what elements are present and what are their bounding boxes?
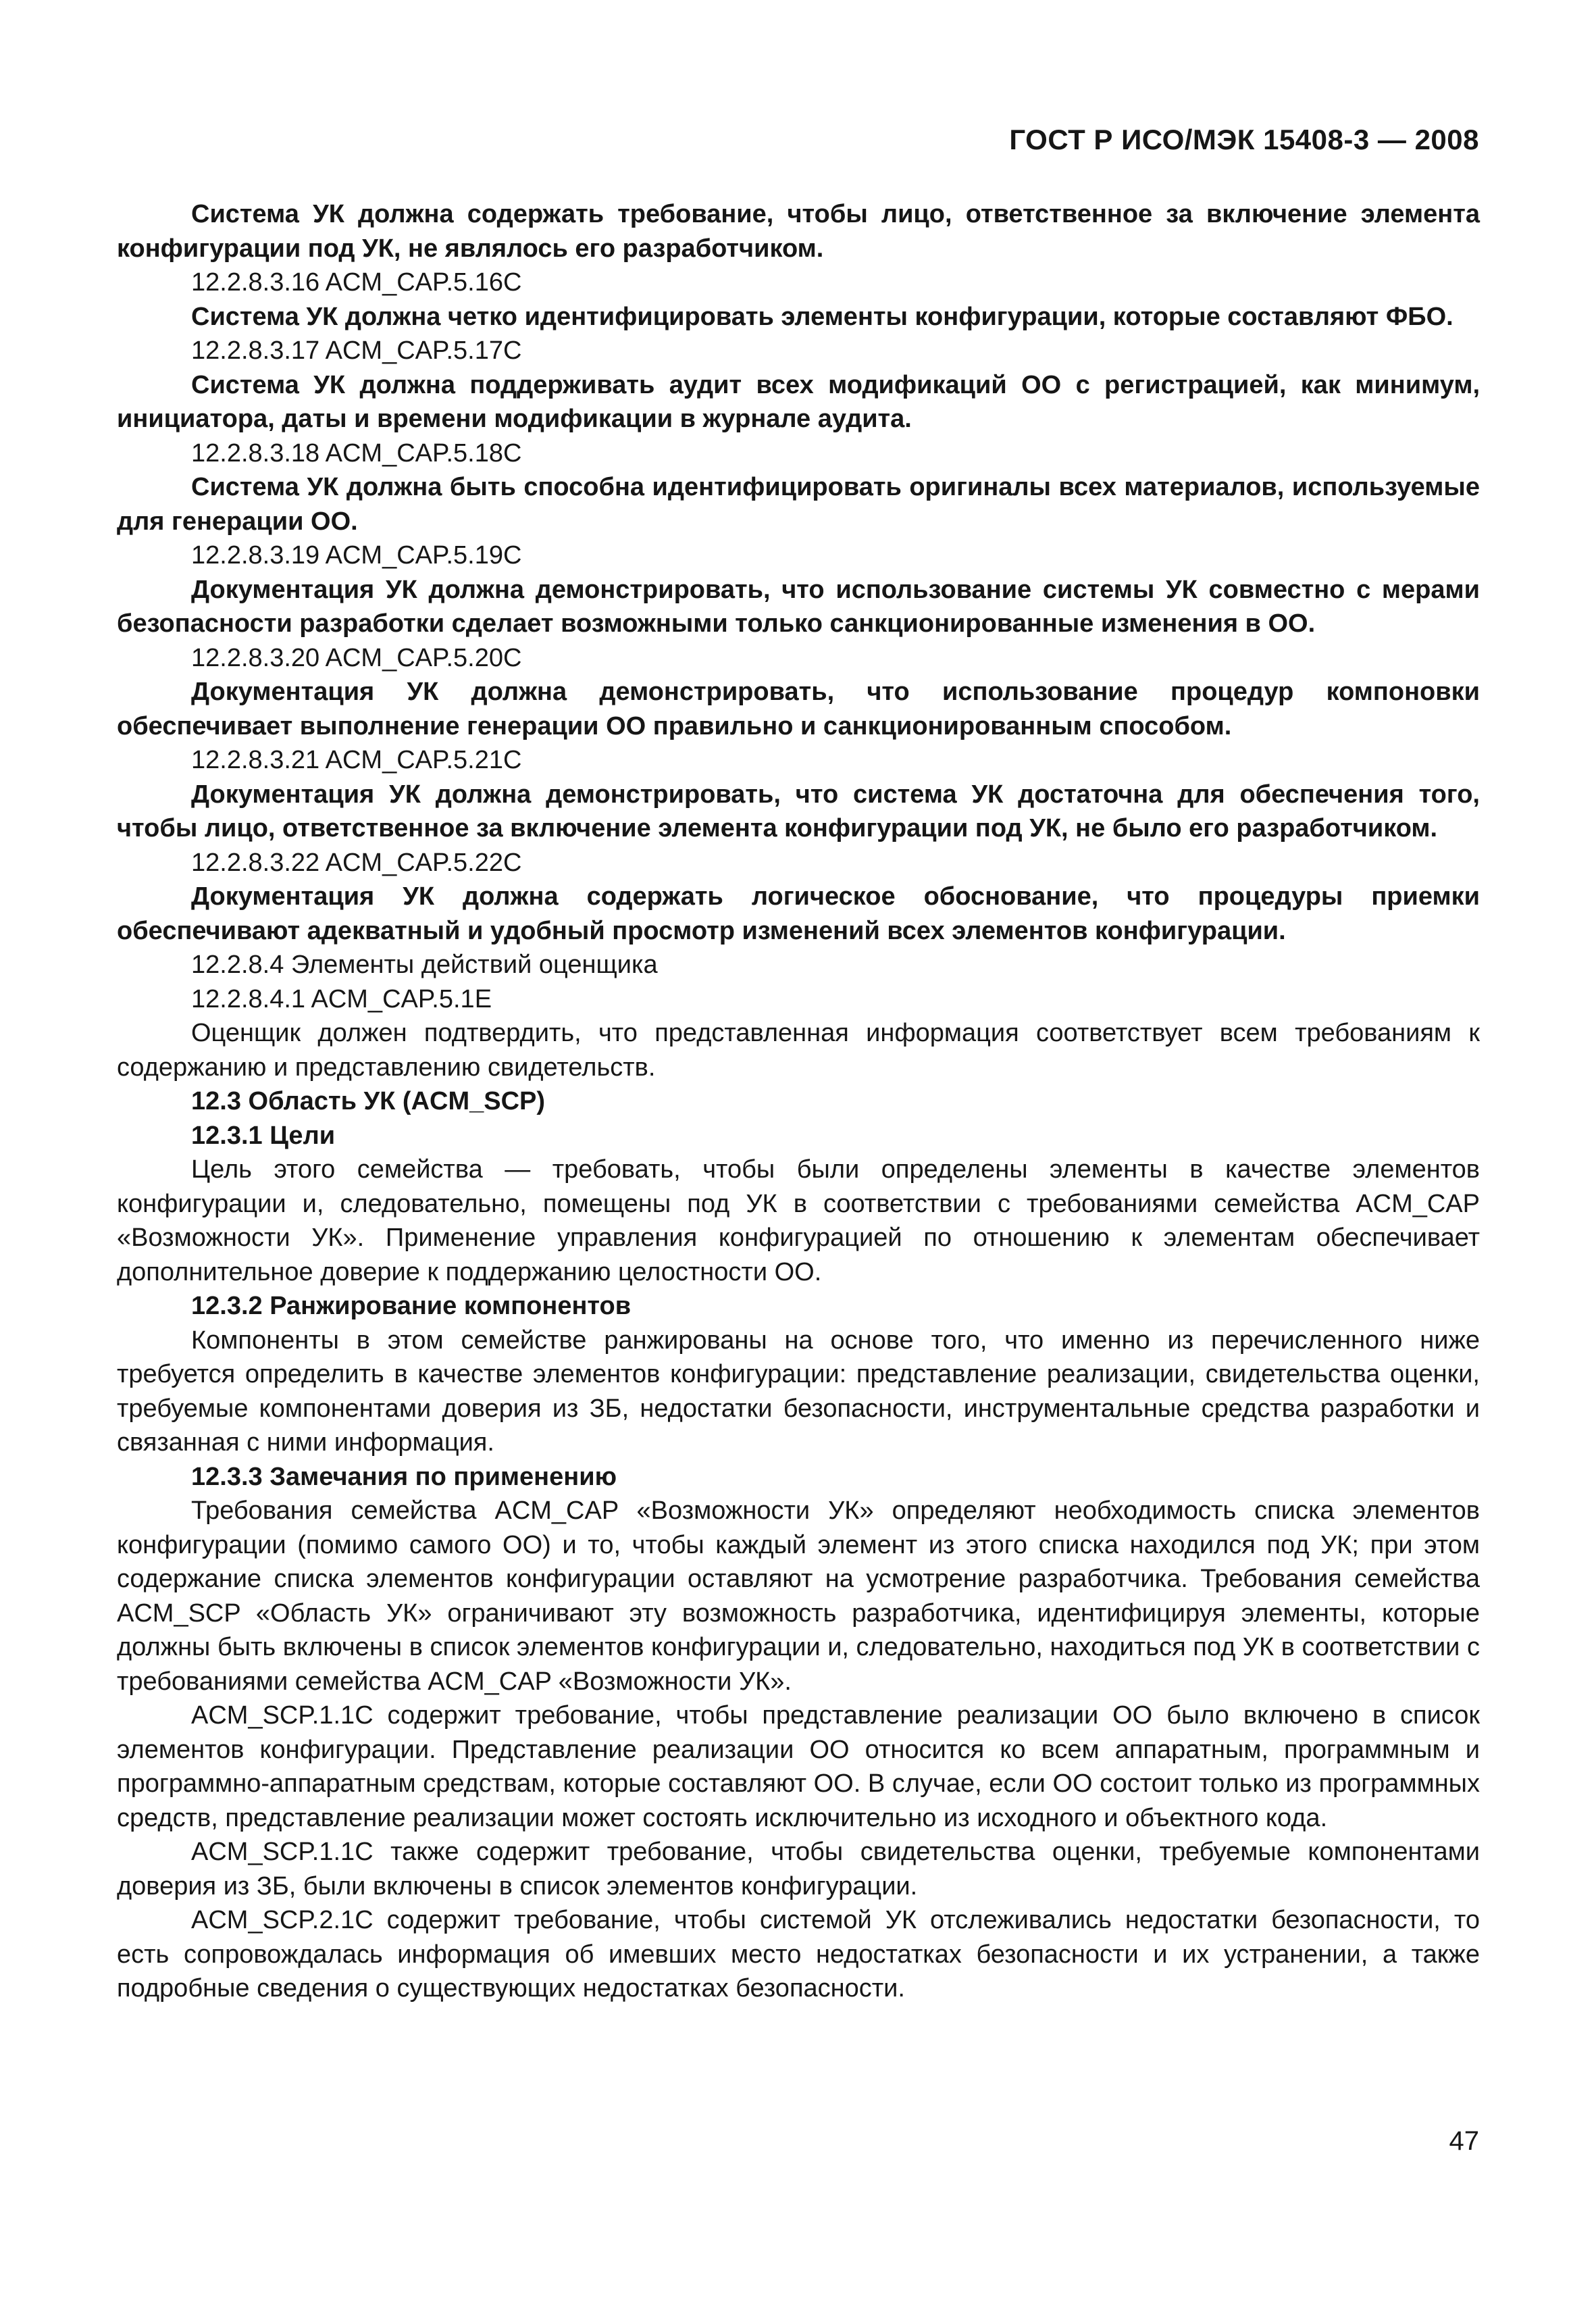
paragraph: Система УК должна четко идентифицировать элементы конфигурации, которые составляют ФБО. bbox=[191, 302, 1453, 331]
section-heading: 12.3.2 Ранжирование компонентов bbox=[191, 1292, 632, 1320]
paragraph: 12.2.8.3.21 ACM_CAP.5.21C bbox=[191, 746, 522, 774]
section-heading: 12.3.3 Замечания по применению bbox=[191, 1462, 617, 1491]
paragraph: 12.2.8.4.1 ACM_CAP.5.1E bbox=[191, 984, 492, 1013]
paragraph: Система УК должна содержать требование, чтобы лицо, ответственное за включение элемента конфигурации под УК, не являлось его разработчиком. bbox=[117, 200, 1480, 263]
paragraph: 12.2.8.3.22 ACM_CAP.5.22C bbox=[191, 848, 522, 877]
paragraph: Система УК должна поддерживать аудит всех модификаций ОО с регистрацией, как минимум, инициатора, даты и времени модификации в журнале аудита. bbox=[117, 370, 1480, 433]
paragraph: Документация УК должна содержать логическое обоснование, что процедуры приемки обеспечивают адекватный и удобный просмотр изменений всех элементов конфигурации. bbox=[117, 882, 1480, 945]
paragraph: Оценщик должен подтвердить, что представленная информация соответствует всем требованиям к содержанию и представлению свидетельств. bbox=[117, 1019, 1480, 1082]
paragraph: 12.2.8.3.16 ACM_CAP.5.16C bbox=[191, 268, 522, 297]
paragraph: 12.2.8.4 Элементы действий оценщика bbox=[191, 951, 658, 979]
paragraph: ACM_SCP.1.1C также содержит требование, чтобы свидетельства оценки, требуемые компонентами доверия из ЗБ, были включены в список элементов конфигурации. bbox=[117, 1838, 1480, 1901]
document-body bbox=[117, 197, 1480, 2006]
paragraph: Цель этого семейства — требовать, чтобы были определены элементы в качестве элементов конфигурации и, следовательно, помещены под УК в соответствии с требованиями семейства ACM_CAP «Возможности УК». Применение управления конфигурацией по отношению к элементам обеспечивает дополнительное доверие к поддержанию целостности ОО. bbox=[117, 1155, 1480, 1286]
paragraph: 12.2.8.3.18 ACM_CAP.5.18C bbox=[191, 438, 522, 468]
paragraph: 12.2.8.3.20 ACM_CAP.5.20C bbox=[191, 643, 522, 672]
paragraph: 12.2.8.3.17 ACM_CAP.5.17C bbox=[191, 336, 522, 365]
paragraph: ACM_SCP.1.1C содержит требование, чтобы представление реализации ОО было включено в список элементов конфигурации. Представление реализации ОО относится ко всем аппаратным, программным и программно-аппаратным средствам, которые составляют ОО. В случае, если ОО состоит только из программных средств, представление реализации может состоять исключительно из исходного и объектного кода. bbox=[117, 1701, 1480, 1832]
document-header: ГОСТ Р ИСО/МЭК 15408-3 — 2008 bbox=[1009, 124, 1479, 155]
paragraph: Система УК должна быть способна идентифицировать оригиналы всех материалов, используемые для генерации ОО. bbox=[117, 473, 1480, 536]
paragraph: Компоненты в этом семействе ранжированы на основе того, что именно из перечисленного ниже требуется определить в качестве элементов конфигурации: представление реализации, свидетельства оценки, требуемые компонентами доверия из ЗБ, недостатки безопасности, инструментальные средства разработки и связанная с ними информация. bbox=[117, 1326, 1480, 1457]
paragraph: ACM_SCP.2.1C содержит требование, чтобы системой УК отслеживались недостатки безопасности, то есть сопровождалась информация об имевших место недостатках безопасности и их устранении, а также подробные сведения о существующих недостатках безопасности. bbox=[117, 1906, 1480, 2003]
page-number: 47 bbox=[1449, 2126, 1479, 2156]
section-heading: 12.3 Область УК (ACM_SCP) bbox=[191, 1087, 546, 1115]
paragraph: Документация УК должна демонстрировать, что система УК достаточна для обеспечения того, чтобы лицо, ответственное за включение элемента конфигурации под УК, не было его разработчиком. bbox=[117, 780, 1480, 842]
paragraph: 12.2.8.3.19 ACM_CAP.5.19C bbox=[191, 541, 522, 570]
paragraph: Документация УК должна демонстрировать, что использование процедур компоновки обеспечивает выполнение генерации ОО правильно и санкционированным способом. bbox=[117, 678, 1480, 740]
paragraph: Документация УК должна демонстрировать, что использование системы УК совместно с мерами безопасности разработки сделает возможными только санкционированные изменения в ОО. bbox=[117, 575, 1480, 638]
paragraph: Требования семейства ACM_CAP «Возможности УК» определяют необходимость списка элементов конфигурации (помимо самого ОО) и то, чтобы каждый элемент из этого списка находился под УК; при этом содержание списка элементов конфигурации оставляют на усмотрение разработчика. Требования семейства ACM_SCP «Область УК» ограничивают эту возможность разработчика, идентифицируя элементы, которые должны быть включены в список элементов конфигурации и, следовательно, находиться под УК в соответствии с требованиями семейства ACM_CAP «Возможности УК». bbox=[117, 1496, 1480, 1696]
section-heading: 12.3.1 Цели bbox=[191, 1121, 336, 1150]
